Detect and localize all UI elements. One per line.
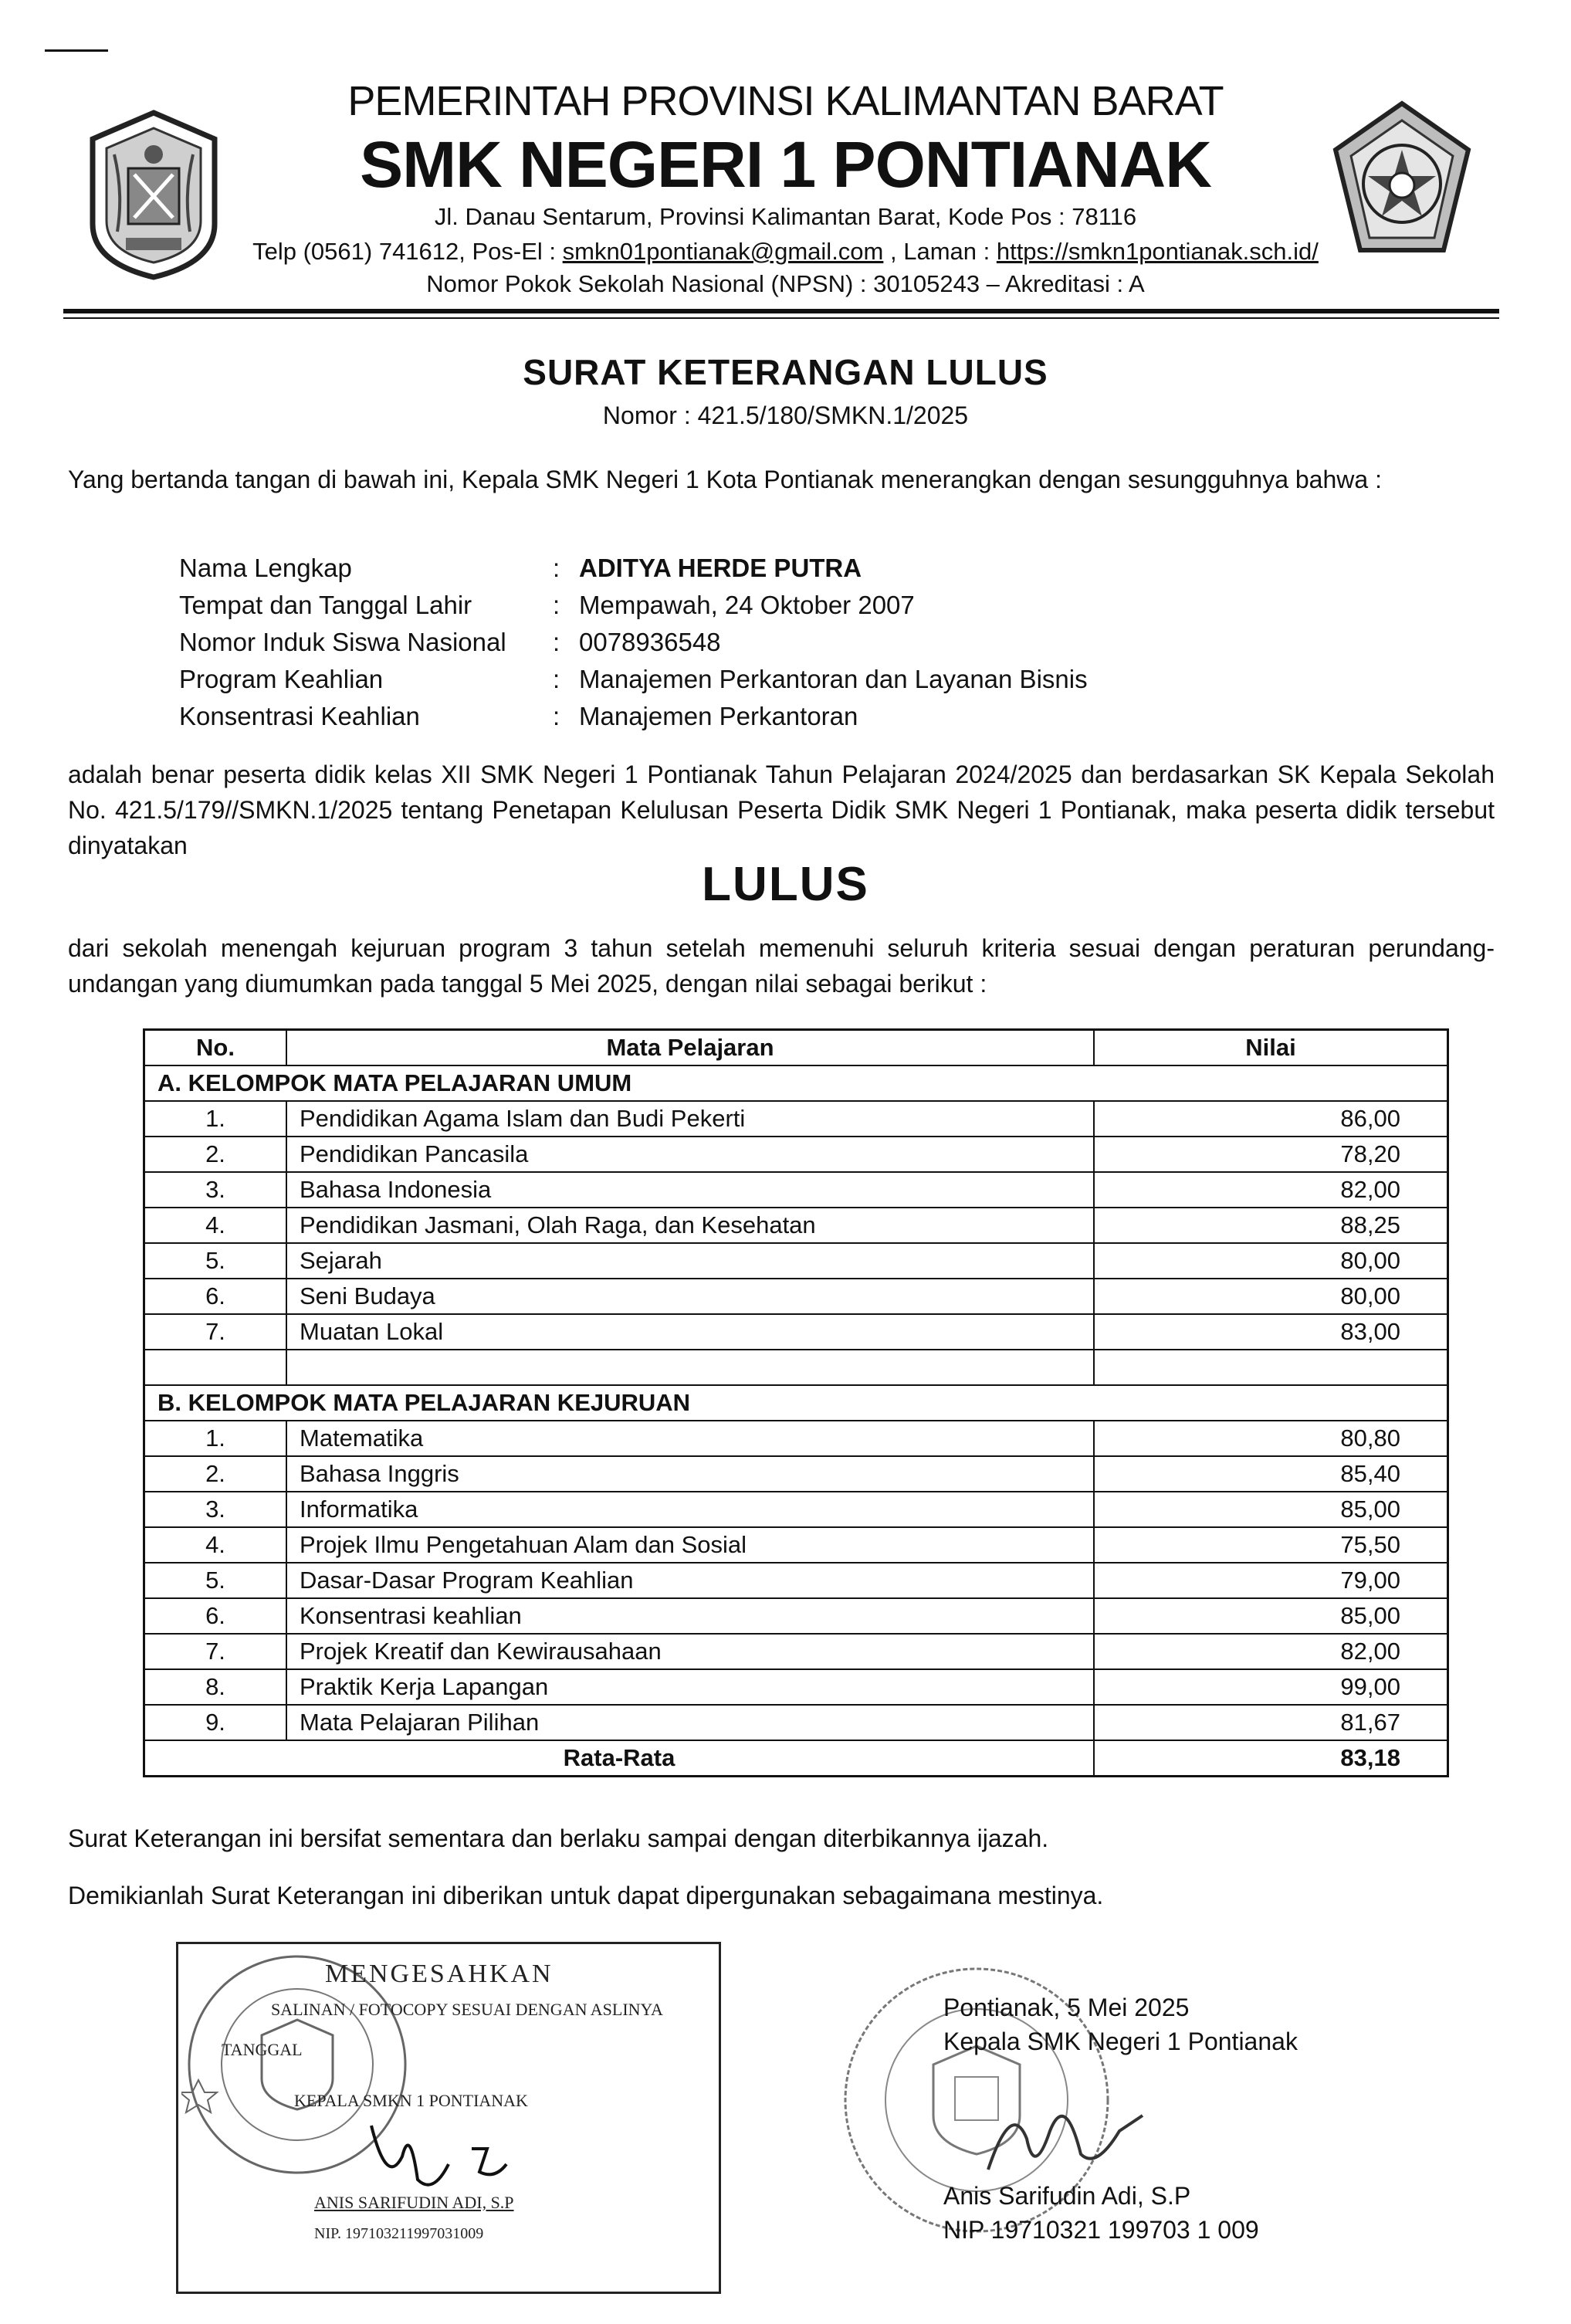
- table-row: [144, 1598, 1448, 1634]
- stamp-signer: ANIS SARIFUDIN ADI, S.P: [314, 2193, 514, 2212]
- row-score: 85,40: [1094, 1456, 1448, 1492]
- identity-colon: :: [553, 554, 560, 582]
- row-no: 9.: [144, 1705, 287, 1740]
- identity-label: Nomor Induk Siswa Nasional: [179, 628, 506, 656]
- identity-colon: :: [553, 591, 560, 619]
- identity-label: Program Keahlian: [179, 665, 384, 693]
- group-header-row: [144, 1065, 1448, 1101]
- column-header-subject: Mata Pelajaran: [286, 1030, 1094, 1066]
- table-row: [144, 1137, 1448, 1172]
- identity-row: [179, 702, 1088, 739]
- spacer-row: [144, 1350, 1448, 1385]
- row-score: 81,67: [1094, 1705, 1448, 1740]
- grades-table: [143, 1028, 1449, 1777]
- stamp-title: MENGESAHKAN: [325, 1960, 554, 1988]
- identity-value: 0078936548: [579, 628, 721, 656]
- row-subject: Informatika: [286, 1492, 1094, 1527]
- row-subject: Praktik Kerja Lapangan: [286, 1669, 1094, 1705]
- stamp-signature-icon: [356, 2110, 533, 2203]
- column-header-score: Nilai: [1094, 1030, 1448, 1066]
- signature-position: Kepala SMK Negeri 1 Pontianak: [943, 2028, 1298, 2055]
- letterhead-divider-thin: [63, 317, 1499, 319]
- contact-web-label: , Laman :: [883, 238, 997, 265]
- spacer-cell: [1094, 1350, 1448, 1385]
- note-temporary: Surat Keterangan ini bersifat sementara dan berlaku sampai dengan diterbikannya ijazah.: [68, 1824, 1049, 1852]
- signature-nip: NIP 19710321 199703 1 009: [943, 2216, 1259, 2244]
- row-score: 99,00: [1094, 1669, 1448, 1705]
- row-score: 78,20: [1094, 1137, 1448, 1172]
- row-score: 88,25: [1094, 1208, 1448, 1243]
- letterhead-contact: [0, 238, 1571, 266]
- document-title: SURAT KETERANGAN LULUS: [523, 352, 1048, 392]
- identity-colon: :: [553, 665, 560, 693]
- table-row: [144, 1314, 1448, 1350]
- document-number: Nomor : 421.5/180/SMKN.1/2025: [602, 401, 969, 429]
- row-subject: Pendidikan Agama Islam dan Budi Pekerti: [286, 1101, 1094, 1137]
- identity-row: [179, 628, 1088, 665]
- table-row: [144, 1705, 1448, 1740]
- table-row: [144, 1492, 1448, 1527]
- letterhead-government: PEMERINTAH PROVINSI KALIMANTAN BARAT: [347, 78, 1224, 124]
- stamp-position: KEPALA SMKN 1 PONTIANAK: [294, 2091, 528, 2110]
- table-row: [144, 1563, 1448, 1598]
- row-subject: Sejarah: [286, 1243, 1094, 1279]
- identity-value: Mempawah, 24 Oktober 2007: [579, 591, 915, 619]
- row-no: 1.: [144, 1421, 287, 1456]
- identity-row: [179, 554, 1088, 591]
- row-subject: Bahasa Inggris: [286, 1456, 1094, 1492]
- letterhead-address: Jl. Danau Sentarum, Provinsi Kalimantan Barat, Kode Pos : 78116: [434, 203, 1137, 230]
- row-subject: Seni Budaya: [286, 1279, 1094, 1314]
- row-score: 82,00: [1094, 1172, 1448, 1208]
- table-row: [144, 1208, 1448, 1243]
- row-score: 80,80: [1094, 1421, 1448, 1456]
- website-link[interactable]: https://smkn1pontianak.sch.id/: [996, 238, 1319, 265]
- average-row: [144, 1740, 1448, 1777]
- row-score: 80,00: [1094, 1279, 1448, 1314]
- row-no: 5.: [144, 1563, 287, 1598]
- row-no: 8.: [144, 1669, 287, 1705]
- row-subject: Mata Pelajaran Pilihan: [286, 1705, 1094, 1740]
- table-row: [144, 1669, 1448, 1705]
- row-subject: Projek Ilmu Pengetahuan Alam dan Sosial: [286, 1527, 1094, 1563]
- average-label: Rata-Rata: [144, 1740, 1095, 1777]
- stamp-copy-line: SALINAN / FOTOCOPY SESUAI DENGAN ASLINYA: [271, 2000, 663, 2019]
- row-score: 75,50: [1094, 1527, 1448, 1563]
- result-detail-paragraph: dari sekolah menengah kejuruan program 3 tahun setelah memenuhi seluruh kriteria sesuai dengan peraturan perundang-undangan yang diumumkan pada tanggal 5 Mei 2025, dengan nilai sebagai berikut :: [68, 934, 1495, 998]
- row-subject: Pendidikan Jasmani, Olah Raga, dan Kesehatan: [286, 1208, 1094, 1243]
- group-b-title: B. KELOMPOK MATA PELAJARAN KEJURUAN: [144, 1385, 1448, 1421]
- spacer-cell: [144, 1350, 287, 1385]
- table-row: [144, 1421, 1448, 1456]
- table-row: [144, 1527, 1448, 1563]
- letterhead-divider: [63, 309, 1499, 313]
- table-row: [144, 1279, 1448, 1314]
- row-score: 82,00: [1094, 1634, 1448, 1669]
- note-closing: Demikianlah Surat Keterangan ini diberikan untuk dapat dipergunakan sebagaimana mestinya.: [68, 1882, 1104, 1909]
- identity-label: Konsentrasi Keahlian: [179, 702, 420, 730]
- row-no: 4.: [144, 1208, 287, 1243]
- row-no: 3.: [144, 1172, 287, 1208]
- row-no: 6.: [144, 1598, 287, 1634]
- table-header-row: [144, 1030, 1448, 1066]
- identity-value: Manajemen Perkantoran dan Layanan Bisnis: [579, 665, 1088, 693]
- table-row: [144, 1456, 1448, 1492]
- letterhead-npsn: Nomor Pokok Sekolah Nasional (NPSN) : 30105243 – Akreditasi : A: [426, 270, 1145, 297]
- identity-value: Manajemen Perkantoran: [579, 702, 858, 730]
- table-row: [144, 1101, 1448, 1137]
- email-link[interactable]: smkn01pontianak@gmail.com: [562, 238, 884, 265]
- row-no: 4.: [144, 1527, 287, 1563]
- stamp-nip: NIP. 197103211997031009: [314, 2225, 484, 2242]
- table-row: [144, 1172, 1448, 1208]
- row-subject: Dasar-Dasar Program Keahlian: [286, 1563, 1094, 1598]
- scan-mark: [45, 49, 108, 52]
- row-subject: Pendidikan Pancasila: [286, 1137, 1094, 1172]
- row-no: 2.: [144, 1137, 287, 1172]
- spacer-cell: [286, 1350, 1094, 1385]
- row-score: 79,00: [1094, 1563, 1448, 1598]
- identity-row: [179, 591, 1088, 628]
- row-subject: Projek Kreatif dan Kewirausahaan: [286, 1634, 1094, 1669]
- row-score: 85,00: [1094, 1598, 1448, 1634]
- average-score: 83,18: [1094, 1740, 1448, 1777]
- row-score: 80,00: [1094, 1243, 1448, 1279]
- row-score: 86,00: [1094, 1101, 1448, 1137]
- intro-paragraph: Yang bertanda tangan di bawah ini, Kepala SMK Negeri 1 Kota Pontianak menerangkan dengan sesungguhnya bahwa :: [68, 466, 1382, 493]
- row-score: 85,00: [1094, 1492, 1448, 1527]
- table-row: [144, 1634, 1448, 1669]
- row-subject: Konsentrasi keahlian: [286, 1598, 1094, 1634]
- identity-label: Nama Lengkap: [179, 554, 352, 582]
- graduation-result: LULUS: [702, 858, 869, 911]
- student-identity-table: [179, 554, 1088, 739]
- table-row: [144, 1243, 1448, 1279]
- group-header-row: [144, 1385, 1448, 1421]
- row-subject: Matematika: [286, 1421, 1094, 1456]
- contact-phone: Telp (0561) 741612, Pos-El :: [252, 238, 563, 265]
- letterhead-school-name: SMK NEGERI 1 PONTIANAK: [360, 128, 1211, 201]
- identity-colon: :: [553, 628, 560, 656]
- row-score: 83,00: [1094, 1314, 1448, 1350]
- row-no: 3.: [144, 1492, 287, 1527]
- principal-signature-icon: [965, 2085, 1166, 2185]
- row-no: 7.: [144, 1314, 287, 1350]
- row-no: 5.: [144, 1243, 287, 1279]
- group-a-title: A. KELOMPOK MATA PELAJARAN UMUM: [144, 1065, 1448, 1101]
- row-no: 2.: [144, 1456, 287, 1492]
- row-subject: Bahasa Indonesia: [286, 1172, 1094, 1208]
- row-subject: Muatan Lokal: [286, 1314, 1094, 1350]
- stamp-date-label: TANGGAL: [222, 2040, 303, 2059]
- identity-colon: :: [553, 702, 560, 730]
- signature-place-date: Pontianak, 5 Mei 2025: [943, 1994, 1190, 2021]
- row-no: 6.: [144, 1279, 287, 1314]
- row-no: 1.: [144, 1101, 287, 1137]
- column-header-no: No.: [144, 1030, 287, 1066]
- legalization-stamp-box: [176, 1942, 721, 2294]
- identity-row: [179, 665, 1088, 702]
- row-no: 7.: [144, 1634, 287, 1669]
- identity-value-name: ADITYA HERDE PUTRA: [579, 554, 862, 582]
- identity-label: Tempat dan Tanggal Lahir: [179, 591, 472, 619]
- signature-name: Anis Sarifudin Adi, S.P: [943, 2182, 1191, 2210]
- statement-paragraph: adalah benar peserta didik kelas XII SMK Negeri 1 Pontianak Tahun Pelajaran 2024/2025 dan berdasarkan SK Kepala Sekolah No. 421.5/179//SMKN.1/2025 tentang Penetapan Kelulusan Peserta Didik SMK Negeri 1 Pontianak, maka peserta didik tersebut dinyatakan: [68, 761, 1495, 859]
